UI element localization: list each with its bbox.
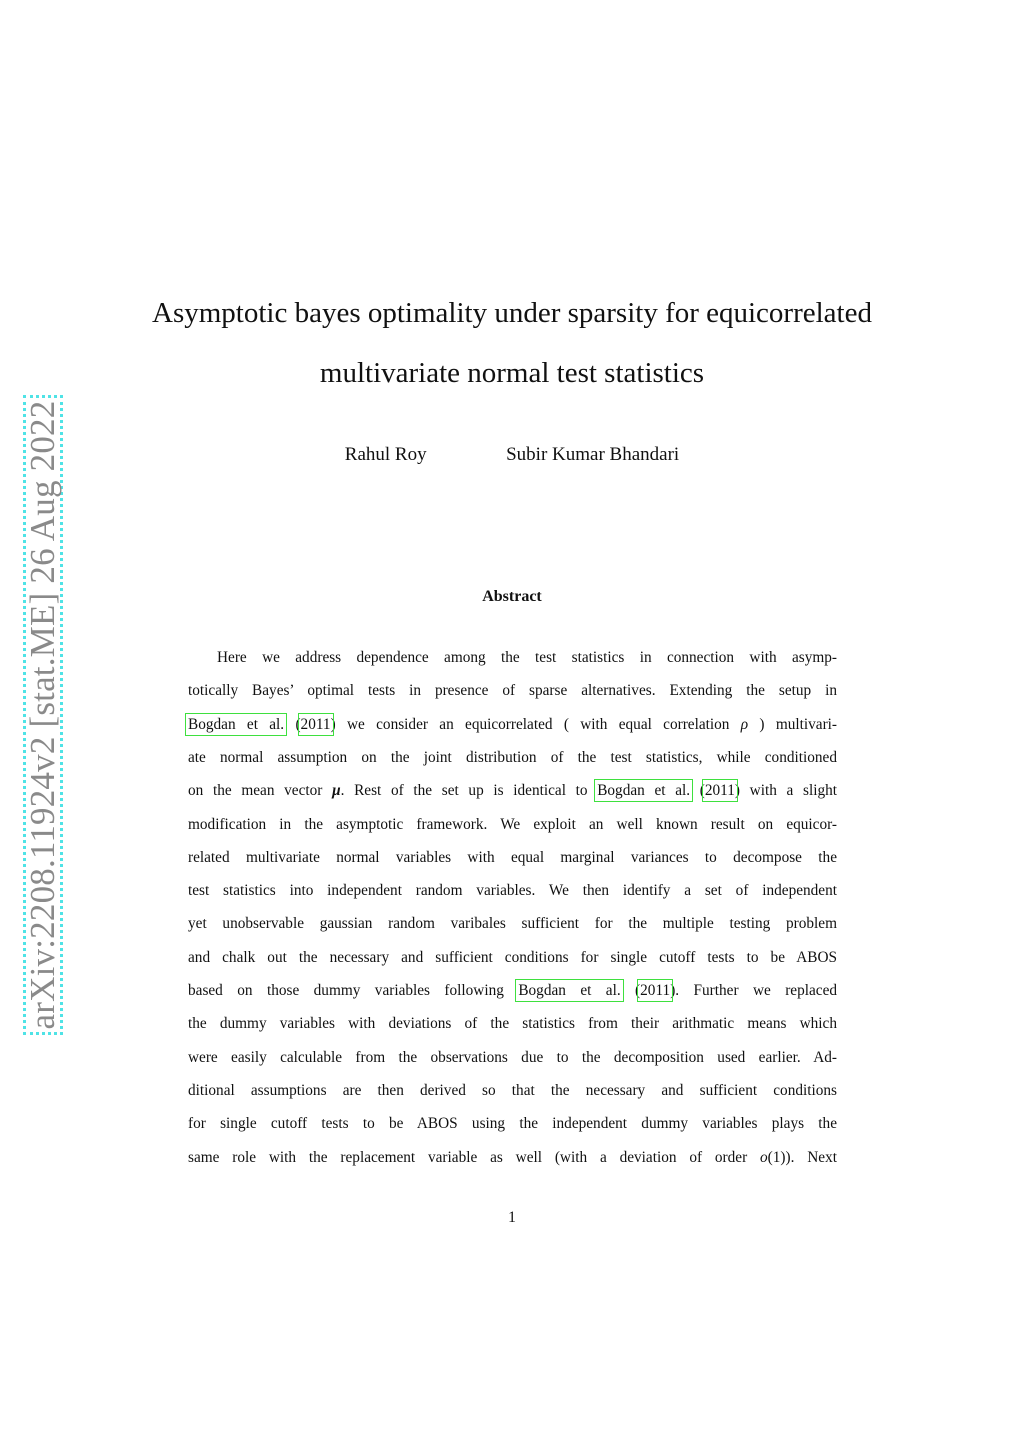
abstract-line [188, 781, 837, 801]
abstract-text: and chalk out the necessary and sufficient conditions for single cutoff tests to be ABOS [188, 948, 837, 966]
math-vector-symbol: μ [332, 782, 341, 800]
abstract-text: ) with a slight [734, 782, 837, 800]
abstract-text: ditional assumptions are then derived so that the necessary and sufficient conditions [188, 1081, 837, 1099]
abstract-line [188, 914, 837, 934]
abstract-text: Here we address dependence among the test statistics in connection with asymp- [217, 649, 837, 666]
abstract-heading: Abstract [482, 588, 542, 605]
abstract-line [188, 815, 837, 835]
abstract-text: test statistics into independent random variables. We then identify a set of independent [188, 882, 837, 900]
abstract-line [188, 715, 837, 735]
citation-link[interactable]: 2011 [704, 782, 735, 800]
abstract-text: ( [620, 982, 641, 999]
abstract-line [188, 1148, 837, 1168]
abstract-text: ). Further we replaced [670, 982, 838, 999]
page-number: 1 [508, 1209, 516, 1226]
abstract-text: on the mean vector [188, 782, 333, 800]
math-symbol: o [760, 1148, 768, 1166]
abstract-text: ( [690, 782, 705, 800]
abstract-text: same role with the replacement variable as well (with a deviation of order [188, 1148, 761, 1166]
abstract-text: were easily calculable from the observations due to the decomposition used earlier. Ad- [188, 1048, 837, 1066]
abstract-text: related multivariate normal variables with equal marginal variances to decompose the [188, 848, 837, 866]
citation-link[interactable]: Bogdan et al. [518, 982, 621, 999]
abstract-line [188, 681, 837, 701]
abstract-line [188, 981, 837, 1001]
abstract-text: yet unobservable gaussian random varibales sufficient for the multiple testing problem [188, 915, 837, 933]
abstract-text: for single cutoff tests to be ABOS using the independent dummy variables plays the [188, 1115, 837, 1133]
abstract-line [188, 648, 837, 668]
abstract-text: the dummy variables with deviations of the statistics from their arithmatic means which [188, 1015, 837, 1033]
title-line-2: multivariate normal test statistics [319, 357, 705, 389]
paper-title [100, 283, 924, 403]
abstract-text: modification in the asymptotic framework. We exploit an well known result on equicor- [188, 815, 837, 833]
abstract-line [188, 948, 837, 968]
citation-link[interactable]: 2011 [300, 715, 331, 733]
title-line-1: Asymptotic bayes optimality under sparsity for equicorrelated [152, 297, 872, 329]
author-name: Rahul Roy [344, 444, 427, 465]
abstract-text: totically Bayes’ optimal tests in presence of sparse alternatives. Extending the setup in [188, 682, 837, 700]
math-symbol: ρ [740, 715, 749, 733]
abstract-line [188, 1114, 837, 1134]
abstract-line [188, 1014, 837, 1034]
abstract-text: ) we consider an equicorrelated ( with equal correlation [330, 715, 741, 733]
abstract-text: ) multivari- [748, 715, 838, 733]
abstract-line [188, 1081, 837, 1101]
abstract-text: . Rest of the set up is identical to [340, 782, 598, 800]
abstract-text: ( [284, 715, 301, 733]
abstract-line [188, 881, 837, 901]
abstract-text: (1)). Next [767, 1148, 837, 1166]
citation-link[interactable]: Bogdan et al. [188, 715, 285, 733]
abstract-line [188, 748, 837, 768]
citation-link[interactable]: 2011 [640, 982, 671, 999]
author-list [0, 444, 1024, 466]
abstract-text: ate normal assumption on the joint distribution of the test statistics, while conditioned [188, 748, 837, 766]
author-name: Subir Kumar Bhandari [506, 444, 680, 465]
abstract-text: based on those dummy variables following [188, 982, 519, 999]
citation-link[interactable]: Bogdan et al. [597, 782, 691, 800]
arxiv-stamp-label: arXiv:2208.11924v2 [stat.ME] 26 Aug 2022 [23, 400, 62, 1030]
abstract-line [188, 1048, 837, 1068]
abstract-line [188, 848, 837, 868]
